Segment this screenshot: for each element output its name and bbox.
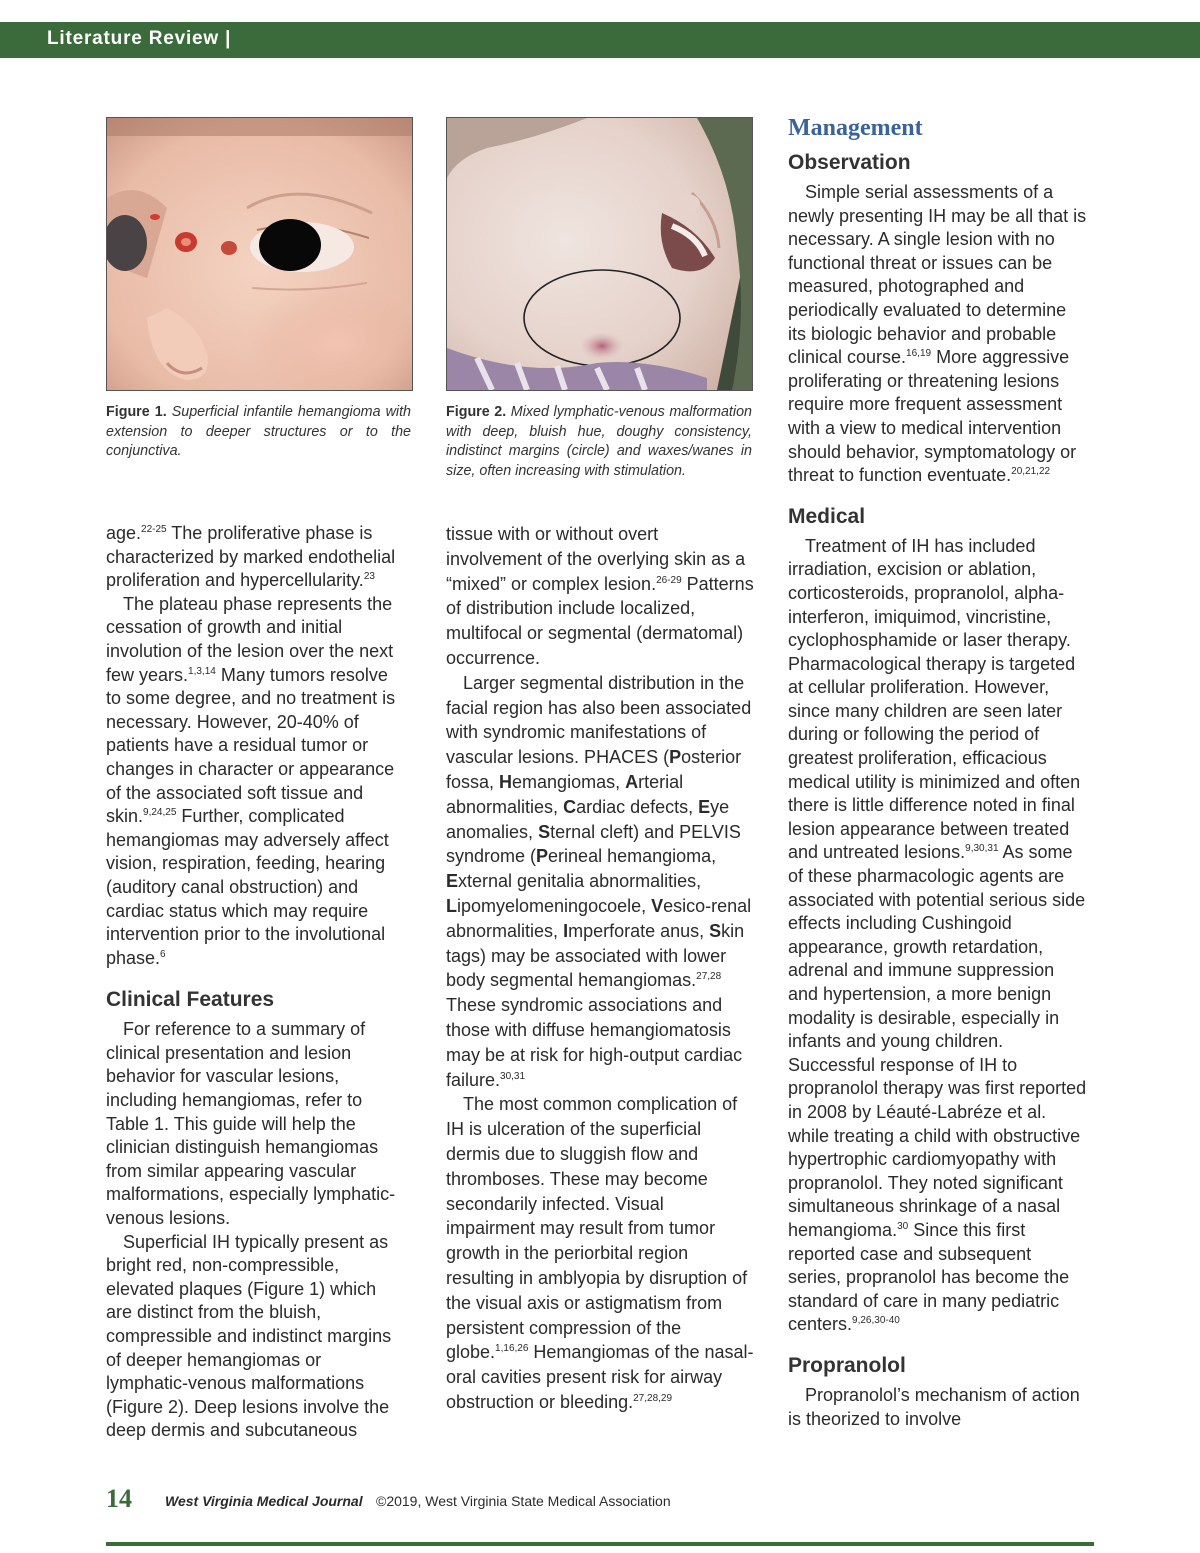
text: Many tumors resolve to some degree, and no treatment is necessary. However, 20-40% of patients have a residual tumor or changes in character or appearance of the associated soft tissue and skin. (106, 664, 396, 827)
citation: 22-25 (141, 524, 167, 535)
copyright: ©2019, West Virginia State Medical Association (376, 1493, 671, 1509)
section-label: Literature Review | (47, 28, 232, 49)
citation: 1,16,26 (495, 1343, 529, 1355)
text: osterior fossa, (446, 747, 742, 792)
col3-paragraph-propranolol: Propranolol’s mechanism of action is theorized to involve (788, 1384, 1080, 1429)
col3-paragraph-medical (788, 535, 1088, 1337)
citation: 20,21,22 (1011, 466, 1051, 478)
text: ardiac defects, (576, 796, 699, 817)
heading-observation: Observation (788, 151, 911, 174)
figure-1-image (106, 117, 413, 391)
text: The proliferative phase is characterized by marked endothelial proliferation and hypercellularity. (106, 523, 396, 591)
citation: 9,24,25 (143, 807, 177, 819)
text: age. (106, 523, 142, 543)
figure-2-image (446, 117, 753, 391)
acronym-letter: E (446, 871, 459, 892)
heading-clinical-features: Clinical Features (106, 988, 275, 1012)
text: erineal hemangioma, (548, 846, 717, 867)
text: These syndromic associations and those with diffuse hemangiomatosis may be at risk for high-output cardiac failure. (446, 995, 743, 1090)
text: rterial abnormalities, (446, 771, 684, 817)
figure-2-label: Figure 2. (446, 404, 507, 420)
text: ye anomalies, (446, 796, 730, 842)
citation: 27,28,29 (633, 1392, 673, 1404)
acronym-letter: L (446, 895, 457, 916)
text: emangiomas, (512, 771, 626, 792)
col1-paragraph-2 (106, 593, 404, 971)
text: ipomyelomeningocoele, (457, 895, 652, 916)
acronym-letter: A (625, 771, 639, 792)
text: mperforate anus, (568, 920, 710, 941)
figure-1-label: Figure 1. (106, 404, 167, 420)
citation: 23 (363, 571, 375, 583)
col1-paragraph-1 (106, 522, 404, 593)
col1-paragraph-3: For reference to a summary of clinical presentation and lesion behavior for vascular lesions, including hemangiomas, refer to Table 1. This guide will help the clinician distinguish hemangiomas from similar appearing vascular malformations, especially lymphatic-venous lesions. (106, 1019, 396, 1229)
column-2 (446, 522, 756, 1415)
acronym-letter: I (563, 920, 569, 941)
heading-management: Management (788, 115, 923, 141)
column-3 (788, 113, 1088, 1431)
col1-paragraph-4: Superficial IH typically present as bright red, non-compressible, elevated plaques (Figure 1) which are distinct from the bluish, compressible and indistinct margins of deeper hemangiomas or lymphatic-venous malformations (Figure 2). Deep lesions involve the deep dermis and subcutaneous (106, 1231, 392, 1441)
acronym-letter: P (536, 846, 549, 867)
citation: 9,30,31 (965, 843, 999, 855)
text: As some of these pharmacologic agents are associated with potential serious side effects including Cushingoid appearance, growth retardation, adrenal and immune suppression and hypertension, a more benign modality is desirable, especially in infants and young children. Successful response of IH to propranolol therapy was first reported in 2008 by Léauté-Labréze et al. while treating a child with obstructive hypertrophic cardiomyopathy with propranolol. They noted significant simultaneous shrinkage of a nasal hemangioma. (788, 842, 1087, 1240)
footer-rule (106, 1542, 1094, 1546)
text: Further, complicated hemangiomas may adversely affect vision, respiration, feeding, hearing (auditory canal obstruction) and cardiac status which may require intervention prior to the involutional phase. (106, 806, 389, 968)
text: Treatment of IH has included irradiation, excision or ablation, corticosteroids, propranolol, alpha-interferon, imiquimod, vincristine, cyclophosphamide or laser therapy. Pharmacological therapy is targeted at cellular proliferation. However, since many children are seen later during or following the period of greatest proliferation, efficacious medical utility is minimized and often there is little difference noted in final lesion appearance between treated and untreated lesions. (788, 535, 1081, 863)
acronym-letter: S (538, 821, 551, 842)
col2-paragraph-1 (446, 522, 756, 671)
figure-1-caption-text: Superficial infantile hemangioma with extension to deeper structures or to the conjunctiva. (106, 404, 411, 459)
figure-2-caption-text: Mixed lymphatic-venous malformation with deep, bluish hue, doughy consistency, indistinct margins (circle) and waxes/wanes in size, often increasing with stimulation. (446, 404, 752, 479)
header-bar (0, 22, 1200, 58)
text: Since this first reported case and subsequent series, propranolol has become the standard of care in many pediatric centers. (788, 1219, 1070, 1335)
figure-1-caption (106, 403, 411, 462)
citation: 1,3,14 (188, 665, 216, 677)
col2-paragraph-3 (446, 1092, 756, 1414)
acronym-letter: P (669, 747, 682, 768)
text: Larger segmental distribution in the facial region has also been associated with syndromic manifestations of vascular lesions. PHACES ( (446, 672, 752, 768)
acronym-letter: E (698, 796, 711, 817)
acronym-letter: V (651, 895, 664, 916)
text: Patterns of distribution include localized, multifocal or segmental (dermatomal) occurrence. (446, 573, 754, 668)
text: esico-renal abnormalities, (446, 895, 752, 941)
heading-medical: Medical (788, 504, 866, 528)
citation: 6 (160, 948, 166, 960)
acronym-letter: C (563, 796, 577, 817)
citation: 30,31 (500, 1070, 526, 1082)
text: The plateau phase represents the cessation of growth and initial involution of the lesion over the next few years. (106, 593, 394, 685)
text: Hemangiomas of the nasal-oral cavities present risk for airway obstruction or bleeding. (446, 1342, 754, 1412)
text: ternal cleft) and PELVIS syndrome ( (446, 821, 741, 867)
column-1 (106, 522, 404, 1443)
text: kin tags) may be associated with lower body segmental hemangiomas. (446, 920, 745, 991)
citation: 30 (897, 1220, 909, 1232)
page-number: 14 (106, 1484, 132, 1513)
text: xternal genitalia abnormalities, (458, 871, 702, 892)
citation: 16,19 (906, 348, 932, 360)
citation: 26-29 (656, 574, 682, 586)
text: More aggressive proliferating or threatening lesions require more frequent assessment with a view to medical intervention should behavior, symptomatology or threat to function eventuate. (788, 347, 1077, 486)
col3-paragraph-observation (788, 181, 1088, 488)
citation: 9,26,30-40 (852, 1315, 900, 1327)
heading-propranolol: Propranolol (788, 1353, 906, 1377)
acronym-letter: S (709, 920, 722, 941)
text: Simple serial assessments of a newly presenting IH may be all that is necessary. A single lesion with no functional threat or issues can be measured, photographed and periodically evaluated to determine its biologic behavior and probable clinical course. (788, 182, 1087, 368)
text: tissue with or without overt involvement of the overlying skin as a “mixed” or complex lesion. (446, 524, 746, 594)
text: The most common complication of IH is ulceration of the superficial dermis due to sluggish flow and thromboses. These may become secondarily infected. Visual impairment may result from tumor growth in the periorbital region resulting in amblyopia by disruption of the visual axis or astigmatism from persistent compression of the globe. (446, 1094, 748, 1363)
journal-name: West Virginia Medical Journal (165, 1493, 363, 1509)
figure-2-caption (446, 403, 752, 481)
col2-paragraph-2 (446, 671, 756, 1093)
citation: 27,28 (696, 971, 722, 983)
acronym-letter: H (499, 771, 513, 792)
